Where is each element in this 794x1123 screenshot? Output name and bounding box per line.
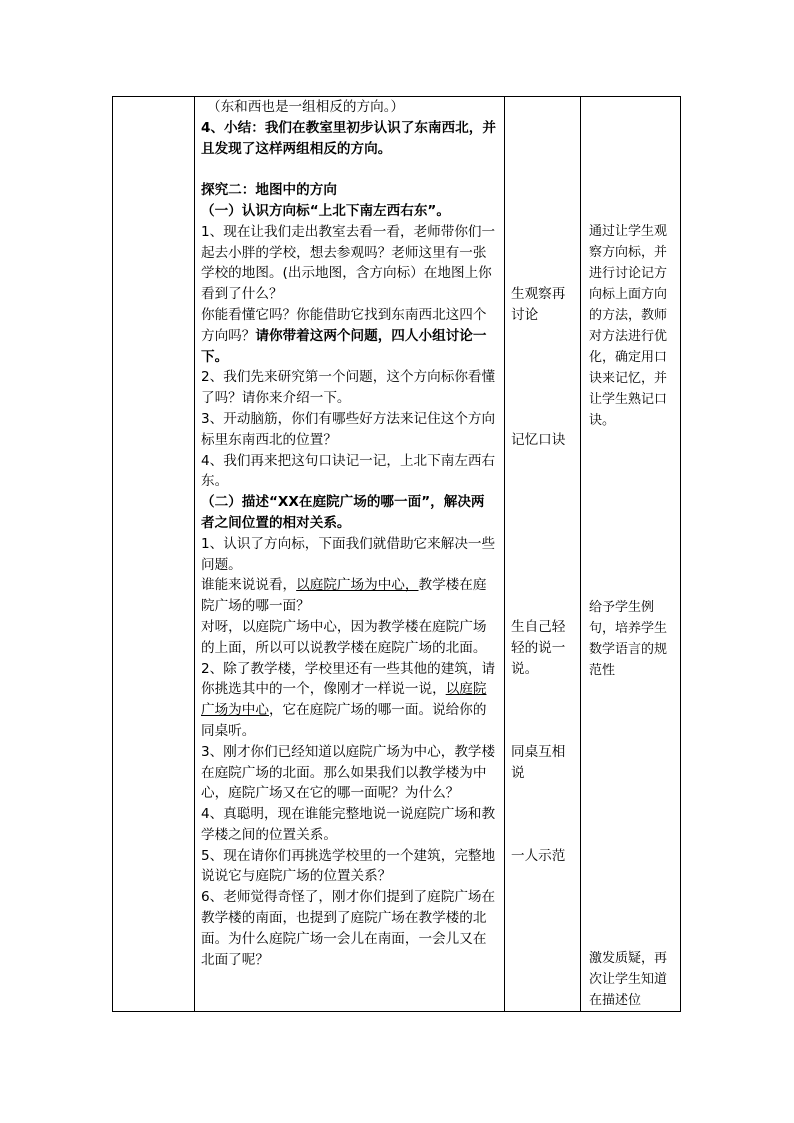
text-line: 4、真聪明，现在谁能完整地说一说庭院广场和教学楼之间的位置关系。 xyxy=(201,806,496,843)
student-activity-note: 生自己轻轻的说一说。 xyxy=(511,619,566,677)
text-span-bold: 请你带着这两个问题，四人小组讨论一下。 xyxy=(201,327,487,365)
stage-column-cell xyxy=(113,97,195,1012)
blank-line xyxy=(201,159,498,180)
underlined-span: 以庭院广场为中心 xyxy=(201,681,487,719)
design-intent-note: 通过让学生观察方向标，并进行讨论记方向标上面方向的方法，教师对方法进行优化，确定用口诀来记忆，并让学生熟记口诀。 xyxy=(589,224,668,428)
text-line: 1、认识了方向标，下面我们就借助它来解决一些问题。 xyxy=(201,535,496,573)
text-line xyxy=(201,575,498,617)
section-heading-explore-2: 探究二：地图中的方向 xyxy=(201,182,337,199)
text-line: 6、老师觉得奇怪了，刚才你们提到了庭院广场在教学楼的南面，也提到了庭院广场在教学楼的北面。为什么庭院广场一会儿在南面，一会儿又在北面了呢？ xyxy=(201,889,496,968)
text-span: 你能看懂它吗？你能借助它找到东南西北这四个方向吗？ xyxy=(201,306,487,344)
text-line: 5、现在请你们再挑选学校里的一个建筑，完整地说说它与庭院广场的位置关系？ xyxy=(201,847,496,885)
text-span: ，它在庭院广场的哪一面。说给你的同桌听。 xyxy=(201,702,487,739)
lesson-plan-table xyxy=(112,96,681,1012)
text-line: （东和西也是一组相反的方向。） xyxy=(207,99,405,115)
design-intent-note: 给予学生例句，培养学生数学语言的规范性 xyxy=(589,600,668,678)
underlined-span: 以庭院广场为中心， xyxy=(296,577,419,594)
text-line: 对呀，以庭院广场中心，因为教学楼在庭院广场的上面，所以可以说教学楼在庭院广场的北面。 xyxy=(201,618,487,656)
text-line: 3、刚才你们已经知道以庭院广场为中心，教学楼在庭院广场的北面。那么如果我们以教学楼为中心，庭院广场又在它的哪一面呢？为什么？ xyxy=(201,743,496,802)
text-span: 谁能来说说看， xyxy=(201,577,297,594)
text-line xyxy=(201,659,498,742)
student-activity-note: 同桌互相说 xyxy=(511,744,566,781)
text-span: 2、除了教学楼，学校里还有一些其他的建筑，请你挑选其中的一个，像刚才一样说一说， xyxy=(201,660,496,698)
text-line: 4、我们再来把这句口诀记一记，上北下南左西右东。 xyxy=(201,452,496,490)
student-activity-note: 生观察再讨论 xyxy=(511,286,566,323)
text-line: 3、开动脑筋，你们有哪些好方法来记住这个方向标里东南西北的位置？ xyxy=(201,410,496,448)
subsection-heading-2: （二）描述“XX在庭院广场的哪一面”，解决两者之间位置的相对关系。 xyxy=(201,494,485,531)
design-intent-cell xyxy=(581,97,681,1012)
student-activity-note: 一人示范 xyxy=(511,848,566,864)
student-activity-cell xyxy=(505,97,581,1012)
design-intent-note: 激发质疑，再次让学生知道在描述位 xyxy=(589,951,668,1008)
table-row xyxy=(113,97,681,1012)
text-span: 教学楼在庭院广场的哪一面？ xyxy=(201,577,487,615)
teaching-process-cell xyxy=(195,97,505,1012)
text-line xyxy=(201,305,498,367)
text-line: 1、现在让我们走出教室去看一看，老师带你们一起去小胖的学校，想去参观吗？老师这里有一张学校的地图。(出示地图，含方向标）在地图上你看到了什么？ xyxy=(201,223,496,303)
summary-line: 4、小结：我们在教室里初步认识了东南西北，并且发现了这样两组相反的方向。 xyxy=(201,119,496,157)
student-activity-note: 记忆口诀 xyxy=(511,432,566,448)
subsection-heading-1: （一）认识方向标“上北下南左西右东”。 xyxy=(201,202,450,219)
text-line: 2、我们先来研究第一个问题，这个方向标你看懂了吗？请你来介绍一下。 xyxy=(201,369,496,407)
